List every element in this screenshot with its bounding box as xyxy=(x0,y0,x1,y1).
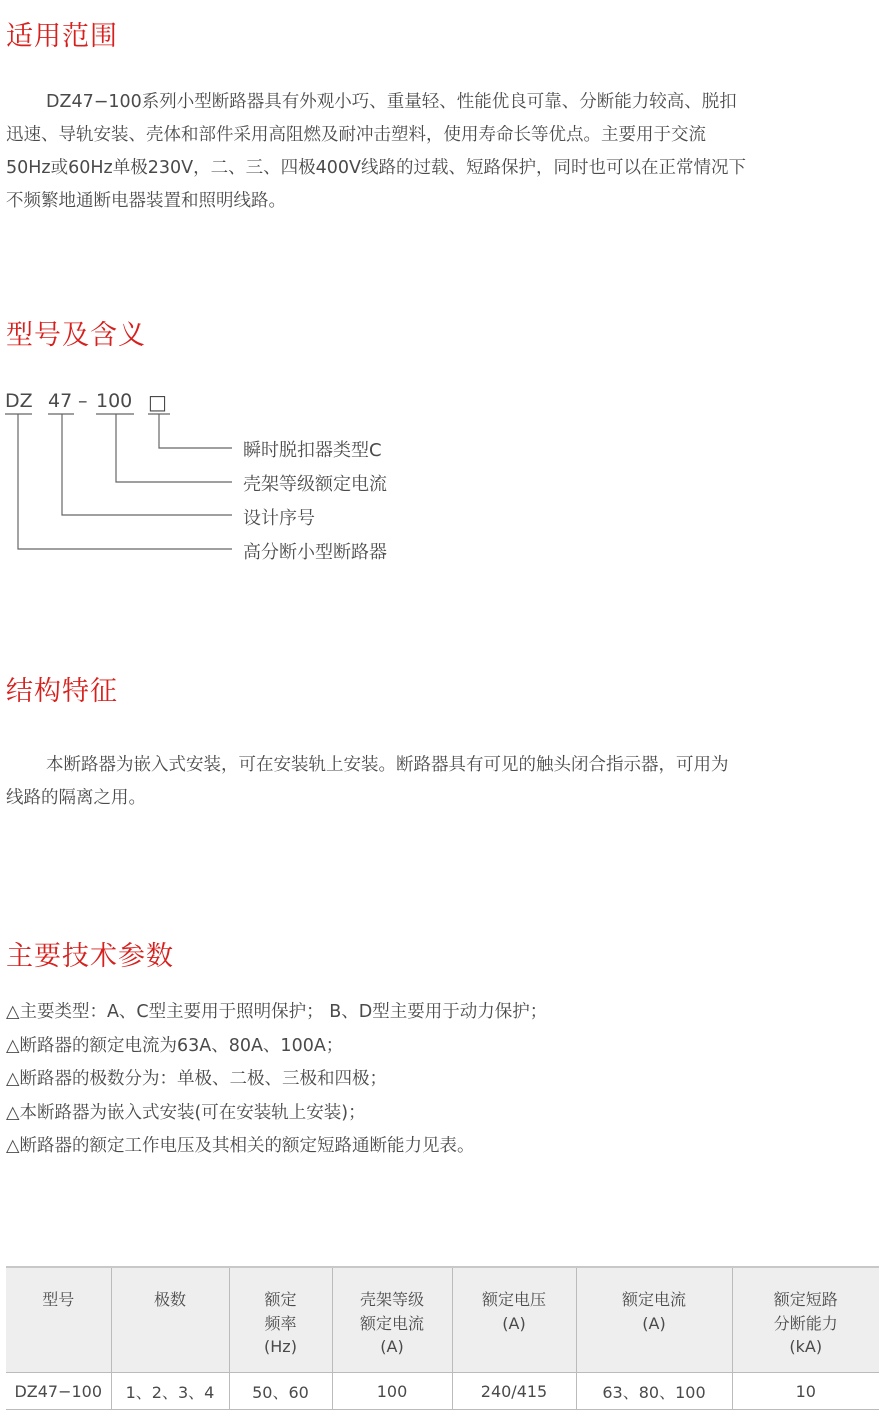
header-rated-current: 额定电流 (A) xyxy=(576,1267,732,1373)
param-item-poles: △断路器的极数分为：单极、二极、三极和四极； xyxy=(6,1069,387,1089)
code-box: □ xyxy=(148,390,167,414)
params-list xyxy=(6,996,547,1164)
section-heading-structure: 结构特征 xyxy=(6,676,118,707)
param-item-voltage: △断路器的额定工作电压及其相关的额定短路通断能力见表。 xyxy=(6,1136,475,1156)
structure-line-2: 线路的隔离之用。 xyxy=(6,788,146,808)
param-item-current: △断路器的额定电流为63A、80A、100A； xyxy=(6,1035,344,1056)
scope-line-1: DZ47−100系列小型断路器具有外观小巧、重量轻、性能优良可靠、分断能力较高、脱扣 xyxy=(46,92,737,112)
label-frame-current: 壳架等级额定电流 xyxy=(243,474,387,495)
scope-line-2: 迅速、导轨安装、壳体和部件采用高阻燃及耐冲击塑料，使用寿命长等优点。主要用于交流 xyxy=(6,125,706,145)
code-100: 100 xyxy=(96,390,133,412)
header-model: 型号 xyxy=(6,1267,111,1373)
header-breaking-capacity: 额定短路 分断能力 (kA) xyxy=(732,1267,879,1373)
header-rated-voltage: 额定电压 (A) xyxy=(452,1267,576,1373)
scope-paragraph xyxy=(6,86,884,218)
label-breaker-type: 高分断小型断路器 xyxy=(243,542,387,563)
section-heading-model: 型号及含义 xyxy=(6,320,146,351)
scope-line-3: 50Hz或60Hz单极230V，二、三、四极400V线路的过载、短路保护，同时也可以在正常情况下 xyxy=(6,158,746,178)
section-heading-params: 主要技术参数 xyxy=(6,941,174,972)
param-item-types: △主要类型：A、C型主要用于照明保护； B、D型主要用于动力保护； xyxy=(6,1002,548,1022)
cell-frequency: 50、60 xyxy=(229,1373,332,1410)
header-frequency: 额定 频率 (Hz) xyxy=(229,1267,332,1373)
label-design-no: 设计序号 xyxy=(243,508,315,529)
cell-model: DZ47−100 xyxy=(6,1373,111,1410)
cell-frame-current: 100 xyxy=(332,1373,452,1410)
header-poles: 极数 xyxy=(111,1267,229,1373)
scope-line-4: 不频繁地通断电器装置和照明线路。 xyxy=(6,191,286,211)
section-heading-scope: 适用范围 xyxy=(6,21,118,52)
param-item-mounting: △本断路器为嵌入式安装(可在安装轨上安装)； xyxy=(6,1102,366,1123)
model-bracket-lines xyxy=(0,410,240,580)
spec-table xyxy=(6,1266,879,1410)
structure-paragraph xyxy=(6,749,884,815)
cell-breaking-capacity: 10 xyxy=(732,1373,879,1410)
cell-rated-current: 63、80、100 xyxy=(576,1373,732,1410)
header-frame-current: 壳架等级 额定电流 (A) xyxy=(332,1267,452,1373)
code-dz: DZ xyxy=(5,390,33,412)
label-trip-type: 瞬时脱扣器类型C xyxy=(243,440,382,461)
table-header-row xyxy=(6,1267,879,1373)
cell-rated-voltage: 240/415 xyxy=(452,1373,576,1410)
cell-poles: 1、2、3、4 xyxy=(111,1373,229,1410)
table-row xyxy=(6,1373,879,1410)
code-dash: – xyxy=(78,390,88,412)
code-47: 47 xyxy=(48,390,73,412)
structure-line-1: 本断路器为嵌入式安装，可在安装轨上安装。断路器具有可见的触头闭合指示器，可用为 xyxy=(46,755,729,775)
